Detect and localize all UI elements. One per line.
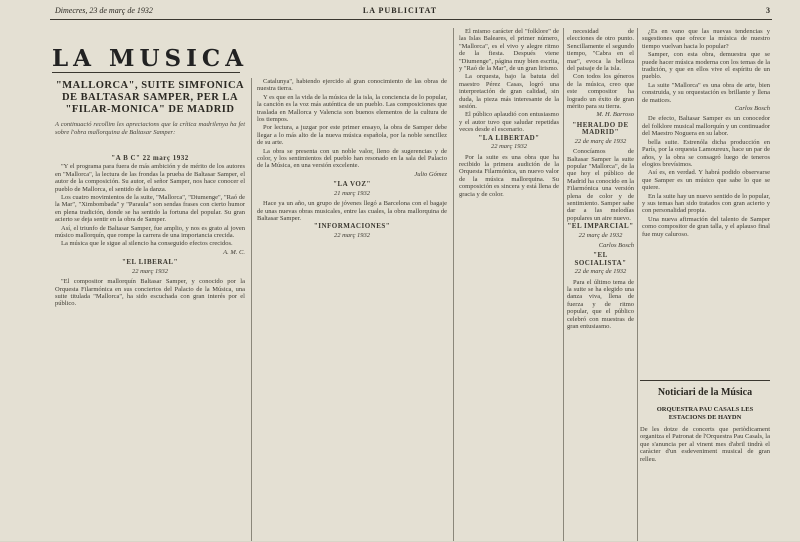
col2-paragraph: La obra se presenta con un noble valor, lleno de sugerencias y de color, y los sentimientos del pueblo han resonado en la sala del Palacio de la Música, en una versión excelente.: [257, 147, 447, 170]
col4-paragraph: Conocíamos de Baltasar Samper la suite popular "Mallorca", de la que hoy el público de Madrid ha conocido en la Filarmónica una versión plena de color y de sentimiento. Samper sabe dar a las melodías populares un aire nuevo.: [567, 148, 634, 222]
subhead-la-libertad: "LA LIBERTAD": [478, 133, 540, 142]
subhead-el-imparcial: "EL IMPARCIAL": [567, 222, 634, 231]
subhead-date: 22 de març de 1932: [574, 137, 627, 145]
notice-title: Noticiari de la Música: [657, 387, 753, 398]
column-divider: [563, 28, 564, 541]
header-page-number: 3: [766, 6, 770, 15]
column-divider: [637, 28, 638, 541]
col1-paragraph: "A B C" 22 març 1932: [111, 155, 189, 162]
col6-paragraph: En la suite hay un nuevo sentido de lo popular, y sus temas han sido tratados con gran acierto y con personalidad propia.: [642, 192, 770, 215]
col5-paragraph: ¿Es en vano que las nuevas tendencias y sugestiones que ofrece la música de nuestro tiempo vuelvan hacia lo popular?: [642, 28, 770, 50]
column-5: [642, 28, 770, 376]
col2-paragraph: Hace ya un año, un grupo de jóvenes llegó a Barcelona con el bagaje de unas nuevas obras musicales, entre las cuales, la obra mallorquina de Baltasar Samper.: [257, 200, 447, 222]
column-1: [55, 155, 245, 541]
col5-paragraph: La suite "Mallorca" es una obra de arte, bien construida, y su orquestación es brillante y llena de matices.: [642, 81, 770, 104]
col5-signature: Carlos Bosch: [734, 105, 770, 113]
column-4: [567, 28, 634, 541]
section-title: LA MUSICA: [52, 45, 249, 72]
col3-paragraph: La orquesta, bajo la batuta del maestro Pérez Casas, logró una interpretación de gran calidad, sin duda, la pieza más interesante de la sesión.: [459, 73, 559, 111]
col1-paragraph: "El compositor mallorquín Baltasar Samper, y conocido por la Orquesta Filarmónica en sus conciertos del Palacio de la Música, una suite titulada "Mallorca", ha sido escuchada con gran interés por el público.: [55, 278, 245, 308]
col1-paragraph: "Y el programa para fuera de más ambición y de mérito de los autores en "Mallorca", la lectura de las frondas la prueba de Baltasar Samper, el autor de la composición. Su autor, el señor Samper, nos hace conocer el pueblo de Mallorca, el sentido de la danza.: [55, 163, 245, 193]
col2-signature: Julio Gómez: [414, 170, 447, 178]
notice-body: De les dotze de concerts que periòdicament organitza el Patronat de l'Orquestra Pau Casals, la que s'anuncia per al vinent mes d'abril tindrà el caràcter d'un esdeveniment musical de gran relleu.: [640, 426, 770, 463]
column-divider: [251, 78, 252, 541]
header-rule: [50, 19, 772, 20]
column-3: [459, 28, 559, 541]
subhead-la-voz: "LA VOZ": [333, 180, 371, 189]
subhead-heraldo: "HERALDO DE MADRID": [572, 120, 629, 137]
article-headline: "MALLORCA", SUITE SIMFONICA DE BALTASAR SAMPER, PER LA "FILAR-MONICA" DE MADRID: [55, 80, 245, 115]
col2-paragraph: Por lectura, a juzgar por este primer ensayo, la obra de Samper debe llegar a lo más alto de la nueva música española, por la noble sencillez de su arte.: [257, 124, 447, 147]
col1-signature: A. M. C.: [223, 248, 245, 256]
col4-paragraph: Para el último tema de la suite se ha elegido una danza viva, llena de fuerza y de ritmo popular, que el público celebró con muestras de gran entusiasmo.: [567, 278, 634, 331]
subhead-date: 22 de març de 1932: [574, 268, 627, 276]
col5-paragraph: Samper, con esta obra, demuestra que se puede hacer música moderna con los temas de la tradición, y que en ellos vive el espíritu de un pueblo.: [642, 51, 770, 81]
col4-paragraph: Con todos los géneros de la música, creo que este compositor ha logrado un éxito de gran mérito para su tierra.: [567, 73, 634, 111]
col1-paragraph: La música que le sigue al silencio ha conseguido efectos crecidos.: [61, 240, 233, 248]
col4-paragraph: necesidad de elecciones de otro punto. Sencillamente el segundo tiempo, "Cabra en el mar", evoca la belleza del paisaje de la isla.: [567, 28, 634, 73]
column-divider: [453, 28, 454, 541]
subhead-date: 22 març 1932: [131, 267, 169, 275]
col3-paragraph: Por la suite es una obra que ha recibido la primera audición de la Orquesta Filarmónica, un nuevo valor de la música mallorquina. Su composición es sincera y está llena de gracia y de color.: [459, 153, 559, 198]
subhead-date: 22 març 1932: [490, 143, 528, 151]
subhead-el-socialista: "EL SOCIALISTA": [574, 251, 627, 267]
subhead-date: 22 març de 1932: [578, 231, 623, 239]
header-newspaper-name: LA PUBLICITAT: [362, 6, 438, 15]
subhead-el-liberal: "EL LIBERAL": [122, 258, 178, 267]
col1-paragraph: Así, el triunfo de Baltasar Samper, fue amplio, y nos es grato al joven músico mallorquín, que rompe la carrera de una importancia crecida.: [55, 224, 245, 240]
col2-paragraph: Catalunya", habiendo ejercido al gran conocimiento de las obras de nuestra tierra.: [257, 78, 447, 93]
subhead-date: 22 març 1932: [333, 231, 371, 239]
col6-paragraph: bella suite. Estrenóla dicha producción en París, por la orquesta Lamoureux, hace un par de años, y la obra se consagró luego de teneros elogios brevísimos.: [642, 138, 770, 168]
col5-paragraph: De efecto, Baltasar Samper es un conocedor del folklore musical mallorquín y un continuador del Maestro Noguera en su labor.: [642, 115, 770, 138]
col1-paragraph: Los cuatro movimientos de la suite, "Mallorca", "Diumenge", "Raó de la Mar", "Ximbombada" y "Paraula" son sendas frases con cierto humor en plena tradición, donde se ha sentido la fortuna del popular. Su gran acierto se deja sentir en la obra de Samper.: [55, 194, 245, 224]
col4-signature: M. H. Barroso: [596, 111, 634, 119]
column-2: [257, 78, 447, 541]
subhead-date: 21 març 1932: [333, 189, 371, 197]
music-notice-box: [640, 380, 770, 542]
col6-paragraph: Así es, en verdad. Y habrá podido observarse que Samper es un músico que sabe lo que se quiere.: [642, 169, 770, 192]
notice-headline: ORQUESTRA PAU CASALS LES ESTACIONS DE HAYDN: [656, 406, 754, 421]
title-rule: [52, 72, 240, 73]
col3-paragraph: El público aplaudió con entusiasmo y el autor tuvo que saludar repetidas veces desde el escenario.: [459, 111, 559, 134]
subhead-informaciones: "INFORMACIONES": [313, 222, 391, 231]
col2-paragraph: Y es que en la vida de la música de la isla, la conciencia de lo popular, la canción es la voz más auténtica de un pueblo. Las composiciones que traslada en Mallorca y Valencia son buenos elementos de la cultura de los tiempos.: [257, 93, 447, 124]
col4-signature: Carlos Bosch: [598, 241, 634, 249]
article-intro: A continuació recollim les apreciacions que la crítica madrilenya ha fet sobre l'obra mallorquina de Baltasar Samper:: [55, 121, 245, 136]
col3-paragraph: El mismo carácter del "folklore" de las Islas Baleares, el primer número, "Mallorca", es el vivo y alegre ritmo de la fiesta. Después viene "Diumenge", página muy bien escrita, y "Raó de la Mar", de un gran lirismo.: [459, 28, 559, 73]
header-date: Dimecres, 23 de març de 1932: [55, 6, 153, 15]
col6-paragraph: Una nueva afirmación del talento de Samper como compositor de gran talla, y el aplauso final fue muy caluroso.: [642, 215, 770, 238]
